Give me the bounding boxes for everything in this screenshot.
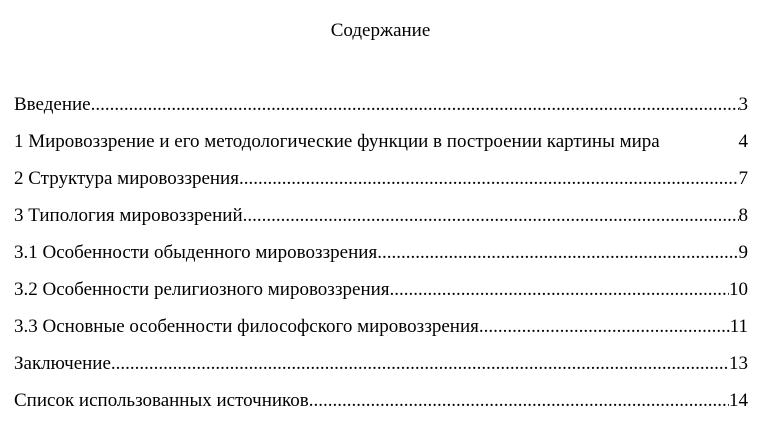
toc-dot-leader: [390, 278, 729, 302]
toc-page-number: 8: [738, 205, 748, 226]
toc-entry-label: 3 Типология мировоззрений: [14, 205, 243, 226]
toc-dot-leader: [111, 352, 729, 376]
toc-entry-label: 3.2 Особенности религиозного мировоззрения: [14, 279, 390, 300]
toc-entry-label: 3.1 Особенности обыденного мировоззрения: [14, 242, 378, 263]
toc-entry-introduction: [14, 93, 748, 130]
toc-entry-section-3-3: [14, 315, 748, 352]
toc-entry-chapter-1: [14, 130, 748, 167]
toc-page-number: 4: [738, 131, 748, 152]
page-title: Содержание: [330, 20, 431, 41]
table-of-contents: [14, 93, 748, 426]
toc-entry-conclusion: [14, 352, 748, 389]
toc-dot-leader: [479, 315, 730, 339]
toc-page-number: 10: [729, 279, 748, 300]
toc-entry-label: 1 Мировоззрение и его методологические функции в построении картины мира: [14, 131, 660, 152]
toc-entry-references: [14, 389, 748, 426]
toc-dot-leader: [243, 204, 739, 228]
toc-entry-label: Список использованных источников: [14, 390, 309, 411]
toc-dot-leader: [377, 241, 738, 265]
toc-entry-label: Заключение: [14, 353, 111, 374]
toc-page-number: 13: [729, 353, 748, 374]
toc-entry-label: 3.3 Основные особенности философского мировоззрения: [14, 316, 479, 337]
toc-dot-leader: [91, 93, 739, 117]
toc-entry-chapter-3: [14, 204, 748, 241]
toc-entry-section-3-2: [14, 278, 748, 315]
toc-page-number: 14: [729, 390, 748, 411]
toc-page-number: 11: [729, 316, 748, 337]
toc-dot-leader: [239, 167, 739, 191]
toc-entry-label: Введение: [14, 94, 91, 115]
toc-entry-chapter-2: [14, 167, 748, 204]
toc-page-number: 9: [738, 242, 748, 263]
toc-entry-label: 2 Структура мировоззрения: [14, 168, 239, 189]
toc-entry-section-3-1: [14, 241, 748, 278]
toc-page-number: 3: [738, 94, 748, 115]
toc-dot-leader: [309, 389, 729, 413]
toc-page-number: 7: [738, 168, 748, 189]
